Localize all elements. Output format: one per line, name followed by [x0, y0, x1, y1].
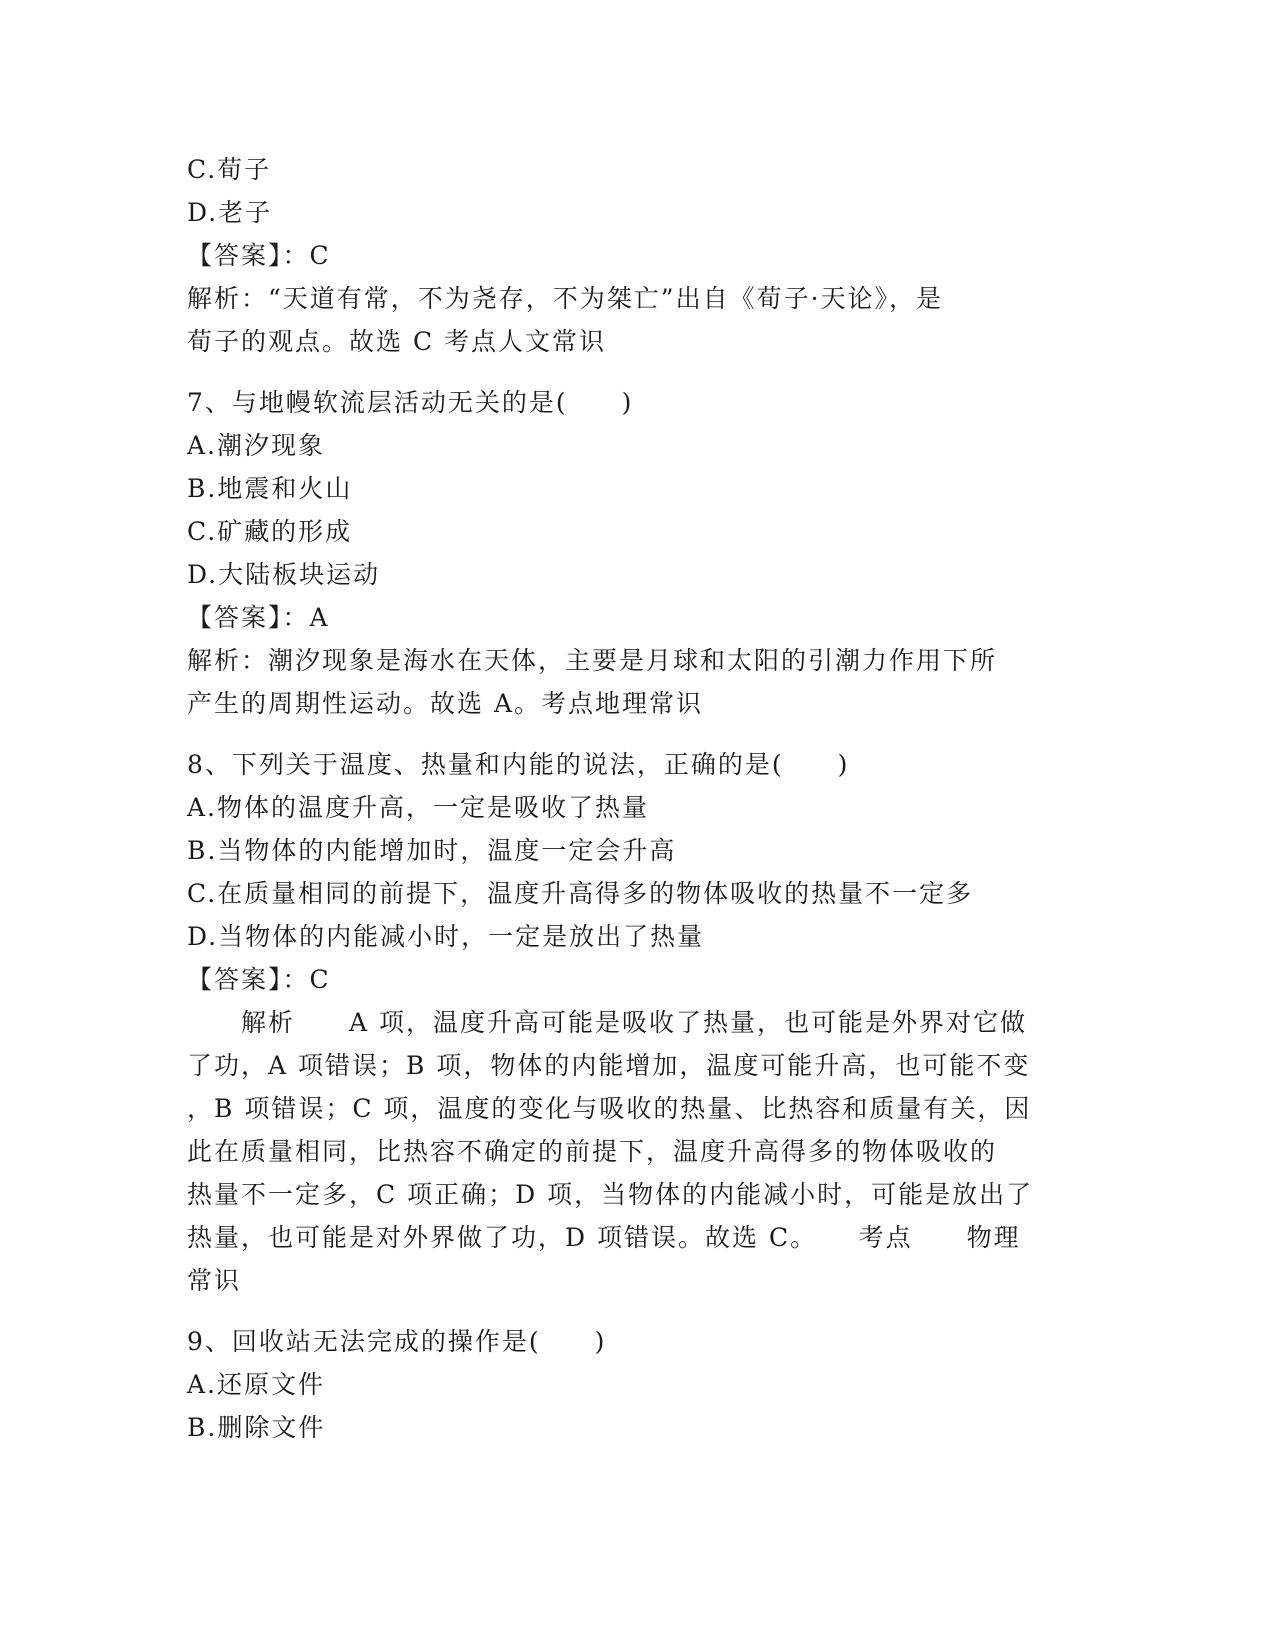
- q6-option-d: D.老子: [187, 198, 273, 227]
- question-7: [187, 381, 1087, 725]
- q7-explanation-line-1: 解析：潮汐现象是海水在天体，主要是月球和太阳的引潮力作用下所: [187, 646, 998, 675]
- q8-option-b: B.当物体的内能增加时，温度一定会升高: [187, 836, 677, 865]
- q6-explanation-line-2: 荀子的观点。故选 C 考点人文常识: [187, 327, 607, 356]
- q8-explanation-line-7: 常识: [187, 1266, 242, 1295]
- q8-option-d: D.当物体的内能减小时，一定是放出了热量: [187, 922, 705, 951]
- q8-explanation-line-3: ，B 项错误；C 项，温度的变化与吸收的热量、比热容和质量有关，因: [187, 1094, 1032, 1123]
- q8-explanation-line-4: 此在质量相同，比热容不确定的前提下，温度升高得多的物体吸收的: [187, 1137, 998, 1166]
- q8-answer: 【答案】：C: [187, 965, 331, 994]
- q8-title: 8、下列关于温度、热量和内能的说法，正确的是( ): [187, 750, 850, 779]
- q7-option-a: A.潮汐现象: [187, 431, 326, 460]
- question-6-tail: [187, 148, 1087, 363]
- question-8: [187, 743, 1087, 1302]
- q7-explanation-line-2: 产生的周期性运动。故选 A。考点地理常识: [187, 689, 704, 718]
- q8-option-a: A.物体的温度升高，一定是吸收了热量: [187, 793, 650, 822]
- q6-answer: 【答案】：C: [187, 241, 331, 270]
- q7-option-d: D.大陆板块运动: [187, 560, 381, 589]
- q8-explanation-line-5: 热量不一定多，C 项正确；D 项，当物体的内能减小时，可能是放出了: [187, 1180, 1034, 1209]
- q8-option-c: C.在质量相同的前提下，温度升高得多的物体吸收的热量不一定多: [187, 879, 974, 908]
- q6-option-c: C.荀子: [187, 155, 272, 184]
- q6-explanation-line-1: 解析：“天道有常，不为尧存，不为桀亡”出自《荀子·天论》，是: [187, 284, 944, 313]
- q8-explanation-line-2: 了功，A 项错误；B 项，物体的内能增加，温度可能升高，也可能不变: [187, 1051, 1031, 1080]
- q9-option-a: A.还原文件: [187, 1370, 326, 1399]
- q8-explanation-line-6: 热量，也可能是对外界做了功，D 项错误。故选 C。 考点 物理: [187, 1223, 1021, 1252]
- q7-answer: 【答案】：A: [187, 603, 330, 632]
- q9-title: 9、回收站无法完成的操作是( ): [187, 1327, 607, 1356]
- q8-explanation-line-1: 解析 A 项，温度升高可能是吸收了热量，也可能是外界对它做: [187, 1008, 1028, 1037]
- q9-option-b: B.删除文件: [187, 1413, 326, 1442]
- q7-option-b: B.地震和火山: [187, 474, 353, 503]
- q7-option-c: C.矿藏的形成: [187, 517, 353, 546]
- document-content: [187, 148, 1087, 1467]
- question-9: [187, 1320, 1087, 1449]
- q7-title: 7、与地幔软流层活动无关的是( ): [187, 388, 634, 417]
